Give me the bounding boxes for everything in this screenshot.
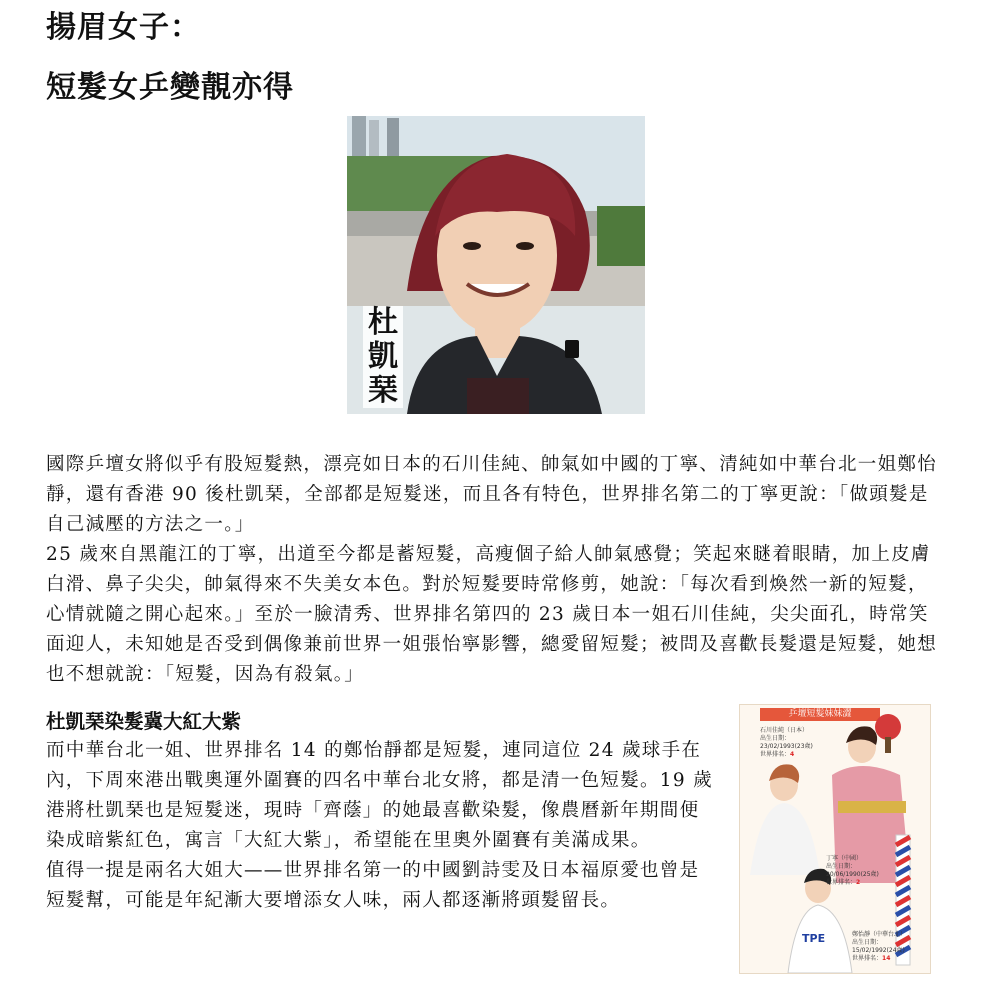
world-rank-value: 14 <box>882 955 891 962</box>
player-card-2 <box>826 855 896 887</box>
article-section <box>46 736 718 916</box>
player-card-3 <box>852 931 922 963</box>
world-rank <box>760 751 834 759</box>
inset-tag: 乒壇短髮妹妹澀 <box>760 708 880 721</box>
birth-date-label: 出生日期： <box>760 735 791 742</box>
world-rank-value: 2 <box>856 879 861 886</box>
world-rank <box>826 879 896 887</box>
world-rank-label: 世界排名： <box>826 879 857 886</box>
portrait-photo <box>347 116 645 414</box>
player-name: 丁寧（中國） <box>826 855 863 862</box>
world-rank-label: 世界排名： <box>852 955 883 962</box>
birth-date-label: 出生日期： <box>852 939 883 946</box>
birth-date: 20/06/1990(25歲) <box>826 871 879 878</box>
headline-line-1: 揚眉女子： <box>46 10 201 45</box>
birth-date-label: 出生日期： <box>826 863 857 870</box>
player-name: 石川佳純（日本） <box>760 727 809 734</box>
paragraph: 而中華台北一姐、世界排名 14 的鄭怡靜都是短髮，連同這位 24 歲球手在內，下周來港出戰奧運外圍賽的四名中華台北女將，都是清一色短髮。19 歲港將杜凱琹也是短髮迷，現時「齊蔭」的她最喜歡染髮，像農曆新年期間便染成暗紫紅色，寓言「大紅大紫」，希望能在里奧外圍賽有美滿成果。 <box>46 740 713 851</box>
player-name: 鄭怡靜（中華台北） <box>852 931 907 938</box>
birth-date: 23/02/1993(23歲) <box>760 743 813 750</box>
world-rank <box>852 955 922 963</box>
headline-line-2: 短髮女乒變靚亦得 <box>46 70 294 105</box>
paragraph: 國際乒壇女將似乎有股短髮熱，漂亮如日本的石川佳純、帥氣如中國的丁寧、清純如中華台北一姐鄭怡靜，還有香港 90 後杜凱琹，全部都是短髮迷，而且各有特色，世界排名第二的丁寧更說：「做頭髮是自己減壓的方法之一。」 <box>46 454 938 535</box>
player-inset-graphic <box>739 704 931 974</box>
paragraph: 值得一提是兩名大姐大——世界排名第一的中國劉詩雯及日本福原愛也曾是短髮幫，可能是年紀漸大要增添女人味，兩人都逐漸將頭髮留長。 <box>46 860 700 911</box>
player-card-1 <box>760 727 834 759</box>
birth-date: 15/02/1992(24歲) <box>852 947 905 954</box>
photo-caption: 杜凱琹 <box>363 306 403 408</box>
world-rank-value: 4 <box>790 751 795 758</box>
section-subheading: 杜凱琹染髮冀大紅大紫 <box>46 710 242 733</box>
world-rank-label: 世界排名： <box>760 751 791 758</box>
shirt-text: TPE <box>802 932 826 945</box>
paragraph: 25 歲來自黑龍江的丁寧，出道至今都是蓄短髮，高瘦個子給人帥氣感覺；笑起來瞇着眼睛，加上皮膚白滑、鼻子尖尖，帥氣得來不失美女本色。對於短髮要時常修剪，她說：「每次看到煥然一新的短髮，心情就隨之開心起來。」至於一臉清秀、世界排名第四的 23 歲日本一姐石川佳純，尖尖面孔，時常笑面迎人，未知她是否受到偶像兼前世界一姐張怡寧影響，總愛留短髮；被問及喜歡長髮還是短髮，她想也不想就說：「短髮，因為有殺氣。」 <box>46 544 938 685</box>
article-intro <box>46 450 946 690</box>
